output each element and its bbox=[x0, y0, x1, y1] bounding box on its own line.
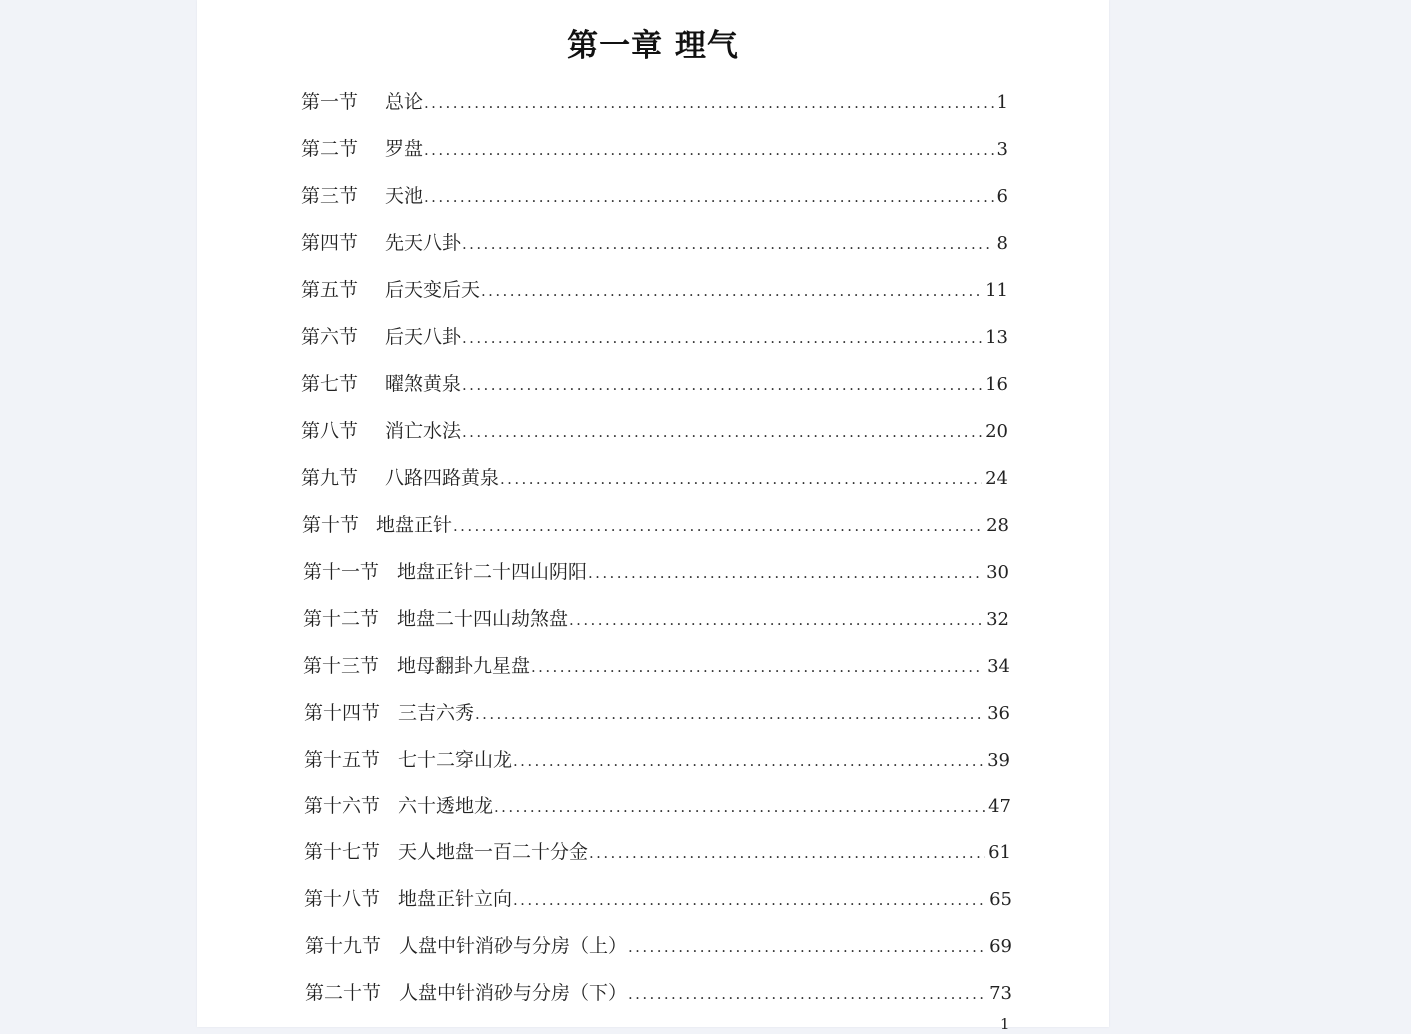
toc-section-number: 第十三节 bbox=[303, 655, 380, 677]
toc-section-title: 罗盘 bbox=[385, 138, 424, 160]
toc-page-number: 32 bbox=[986, 609, 1009, 630]
toc-leader-dots bbox=[513, 886, 986, 914]
toc-page-number: 3 bbox=[996, 139, 1008, 160]
toc-leader-dots bbox=[531, 653, 984, 681]
toc-entry[interactable] bbox=[303, 558, 1009, 586]
toc-section-number: 第九节 bbox=[301, 467, 359, 489]
toc-entry[interactable] bbox=[305, 932, 1012, 960]
toc-entry[interactable] bbox=[305, 979, 1012, 1007]
toc-section-number: 第一节 bbox=[301, 91, 359, 113]
toc-leader-dots bbox=[462, 324, 982, 352]
toc-page-number: 69 bbox=[989, 936, 1012, 957]
toc-page-number: 65 bbox=[989, 889, 1012, 910]
toc-section-title: 天池 bbox=[385, 185, 424, 207]
toc-leader-dots bbox=[462, 230, 994, 258]
toc-section-number: 第十一节 bbox=[303, 561, 380, 583]
toc-entry[interactable] bbox=[301, 417, 1008, 445]
toc-section-number: 第五节 bbox=[301, 279, 359, 301]
toc-section-title: 八路四路黄泉 bbox=[385, 467, 500, 489]
toc-section-title: 天人地盘一百二十分金 bbox=[398, 841, 589, 863]
toc-entry[interactable] bbox=[304, 699, 1010, 727]
toc-entry[interactable] bbox=[301, 370, 1008, 398]
toc-section-number: 第十五节 bbox=[304, 749, 381, 771]
toc-page-number: 1 bbox=[996, 92, 1008, 113]
toc-entry[interactable] bbox=[301, 182, 1008, 210]
toc-section-number: 第十八节 bbox=[304, 888, 381, 910]
toc-section-title: 地盘正针二十四山阴阳 bbox=[397, 561, 588, 583]
page-number: 1 bbox=[1000, 1015, 1010, 1033]
toc-leader-dots bbox=[453, 512, 983, 540]
toc-page-number: 36 bbox=[987, 703, 1010, 724]
toc-page-number: 39 bbox=[987, 750, 1010, 771]
toc-section-title: 曜煞黄泉 bbox=[385, 373, 462, 395]
toc-section-number: 第二节 bbox=[301, 138, 359, 160]
toc-leader-dots bbox=[462, 418, 982, 446]
document-page bbox=[197, 0, 1109, 1033]
toc-entry[interactable] bbox=[301, 135, 1008, 163]
toc-leader-dots bbox=[588, 559, 983, 587]
toc-section-title: 三吉六秀 bbox=[398, 702, 475, 724]
toc-section-number: 第六节 bbox=[301, 326, 359, 348]
toc-section-title: 七十二穿山龙 bbox=[398, 749, 513, 771]
toc-section-number: 第四节 bbox=[301, 232, 359, 254]
toc-entry[interactable] bbox=[304, 838, 1011, 866]
toc-entry[interactable] bbox=[301, 323, 1008, 351]
toc-leader-dots bbox=[628, 933, 986, 961]
toc-section-title: 后天变后天 bbox=[385, 279, 481, 301]
toc-entry[interactable] bbox=[301, 88, 1008, 116]
toc-section-number: 第十七节 bbox=[304, 841, 381, 863]
toc-page-number: 47 bbox=[988, 796, 1011, 817]
toc-page-number: 6 bbox=[996, 186, 1008, 207]
toc-section-title: 地母翻卦九星盘 bbox=[397, 655, 531, 677]
toc-leader-dots bbox=[494, 793, 985, 821]
toc-page-number: 20 bbox=[985, 421, 1008, 442]
toc-page-number: 16 bbox=[985, 374, 1008, 395]
toc-page-number: 8 bbox=[996, 233, 1008, 254]
toc-section-number: 第七节 bbox=[301, 373, 359, 395]
toc-section-title: 人盘中针消砂与分房（上） bbox=[399, 935, 628, 957]
table-of-contents bbox=[197, 0, 1109, 1027]
toc-entry[interactable] bbox=[304, 792, 1011, 820]
toc-section-title: 总论 bbox=[385, 91, 424, 113]
toc-section-number: 第十四节 bbox=[304, 702, 381, 724]
toc-leader-dots bbox=[513, 747, 984, 775]
toc-section-title: 地盘正针 bbox=[376, 514, 453, 536]
toc-section-number: 第十九节 bbox=[305, 935, 382, 957]
toc-entry[interactable] bbox=[304, 885, 1012, 913]
toc-leader-dots bbox=[481, 277, 982, 305]
toc-page-number: 13 bbox=[985, 327, 1008, 348]
toc-leader-dots bbox=[424, 136, 994, 164]
toc-leader-dots bbox=[424, 89, 994, 117]
toc-entry[interactable] bbox=[301, 464, 1008, 492]
toc-page-number: 28 bbox=[986, 515, 1009, 536]
toc-entry[interactable] bbox=[304, 746, 1010, 774]
toc-entry[interactable] bbox=[302, 511, 1009, 539]
toc-page-number: 34 bbox=[987, 656, 1010, 677]
toc-section-title: 消亡水法 bbox=[385, 420, 462, 442]
toc-section-number: 第十六节 bbox=[304, 795, 381, 817]
toc-entry[interactable] bbox=[303, 652, 1010, 680]
toc-section-title: 六十透地龙 bbox=[398, 795, 494, 817]
toc-section-title: 人盘中针消砂与分房（下） bbox=[399, 982, 628, 1004]
toc-section-number: 第十节 bbox=[302, 514, 360, 536]
toc-section-title: 后天八卦 bbox=[385, 326, 462, 348]
toc-page-number: 11 bbox=[985, 280, 1008, 301]
toc-leader-dots bbox=[424, 183, 994, 211]
toc-page-number: 24 bbox=[985, 468, 1008, 489]
toc-leader-dots bbox=[462, 371, 982, 399]
toc-leader-dots bbox=[569, 606, 983, 634]
toc-leader-dots bbox=[500, 465, 982, 493]
toc-page-number: 61 bbox=[988, 842, 1011, 863]
toc-section-number: 第八节 bbox=[301, 420, 359, 442]
toc-entry[interactable] bbox=[301, 229, 1008, 257]
toc-entry[interactable] bbox=[303, 605, 1009, 633]
toc-section-title: 地盘二十四山劫煞盘 bbox=[397, 608, 569, 630]
toc-section-number: 第十二节 bbox=[303, 608, 380, 630]
toc-section-number: 第三节 bbox=[301, 185, 359, 207]
toc-section-title: 先天八卦 bbox=[385, 232, 462, 254]
chapter-title: 第一章 理气 bbox=[567, 28, 739, 64]
toc-section-title: 地盘正针立向 bbox=[398, 888, 513, 910]
toc-leader-dots bbox=[475, 700, 984, 728]
toc-leader-dots bbox=[628, 980, 986, 1008]
toc-section-number: 第二十节 bbox=[305, 982, 382, 1004]
toc-leader-dots bbox=[589, 839, 985, 867]
toc-entry[interactable] bbox=[301, 276, 1008, 304]
toc-page-number: 30 bbox=[986, 562, 1009, 583]
toc-page-number: 73 bbox=[989, 983, 1012, 1004]
